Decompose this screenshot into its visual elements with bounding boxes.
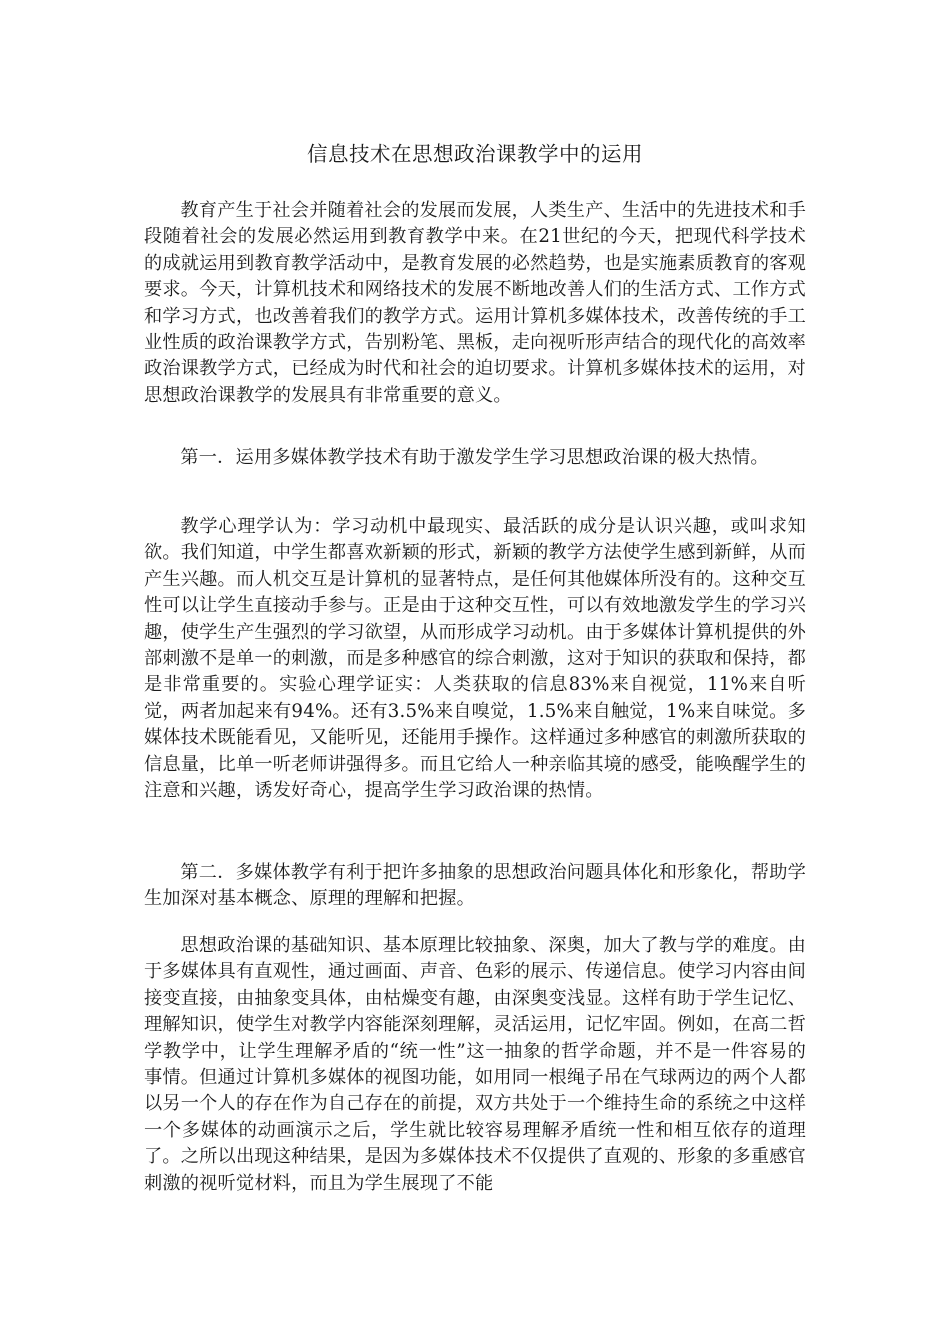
paragraph-section-one-body: 教学心理学认为：学习动机中最现实、最活跃的成分是认识兴趣，或叫求知欲。我们知道，中学生都喜欢新颖的形式，新颖的教学方法使学生感到新鲜，从而产生兴趣。而人机交互是计算机的显著特点，是任何其他媒体所没有的。这种交互性可以让学生直接动手参与。正是由于这种交互性，可以有效地激发学生的学习兴趣，使学生产生强烈的学习欲望，从而形成学习动机。由于多媒体计算机提供的外部刺激不是单一的刺激，而是多种感官的综合刺激，这对于知识的获取和保持，都是非常重要的。实验心理学证实：人类获取的信息83%来自视觉，11%来自听觉，两者加起来有94%。还有3.5%来自嗅觉，1.5%来自触觉，1%来自味觉。多媒体技术既能看见，又能听见，还能用手操作。这样通过多种感官的刺激所获取的信息量，比单一听老师讲强得多。而且它给人一种亲临其境的感受，能唤醒学生的注意和兴趣，诱发好奇心，提高学生学习政治课的热情。	[144, 516, 806, 802]
paragraph-section-one-heading: 第一．运用多媒体教学技术有助于激发学生学习思想政治课的极大热情。	[180, 447, 769, 468]
paragraph-intro: 教育产生于社会并随着社会的发展而发展，人类生产、生活中的先进技术和手段随着社会的发展必然运用到教育教学中来。在21世纪的今天，把现代科学技术的成就运用到教育教学活动中，是教育发展的必然趋势，也是实施素质教育的客观要求。今天，计算机技术和网络技术的发展不断地改善人们的生活方式、工作方式和学习方式，也改善着我们的教学方式。运用计算机多媒体技术，改善传统的手工业性质的政治课教学方式，告别粉笔、黑板，走向视听形声结合的现代化的高效率政治课教学方式，已经成为时代和社会的迫切要求。计算机多媒体技术的运用，对思想政治课教学的发展具有非常重要的意义。	[144, 200, 806, 406]
paragraph-section-two-body: 思想政治课的基础知识、基本原理比较抽象、深奥，加大了教与学的难度。由于多媒体具有直观性，通过画面、声音、色彩的展示、传递信息。使学习内容由间接变直接，由抽象变具体，由枯燥变有趣，由深奥变浅显。这样有助于学生记忆、理解知识，使学生对教学内容能深刻理解，灵活运用，记忆牢固。例如，在高二哲学教学中，让学生理解矛盾的“统一性”这一抽象的哲学命题，并不是一件容易的事情。但通过计算机多媒体的视图功能，如用同一根绳子吊在气球两边的两个人都以另一个人的存在作为自己存在的前提，双方共处于一个维持生命的系统之中这样一个多媒体的动画演示之后，学生就比较容易理解矛盾统一性和相互依存的道理了。之所以出现这种结果，是因为多媒体技术不仅提供了直观的、形象的多重感官刺激的视听觉材料，而且为学生展现了不能	[144, 935, 807, 1194]
document-title: 信息技术在思想政治课教学中的运用	[307, 142, 643, 166]
paragraph-section-two-heading: 第二．多媒体教学有利于把许多抽象的思想政治问题具体化和形象化，帮助学生加深对基本概念、原理的理解和把握。	[144, 862, 806, 910]
